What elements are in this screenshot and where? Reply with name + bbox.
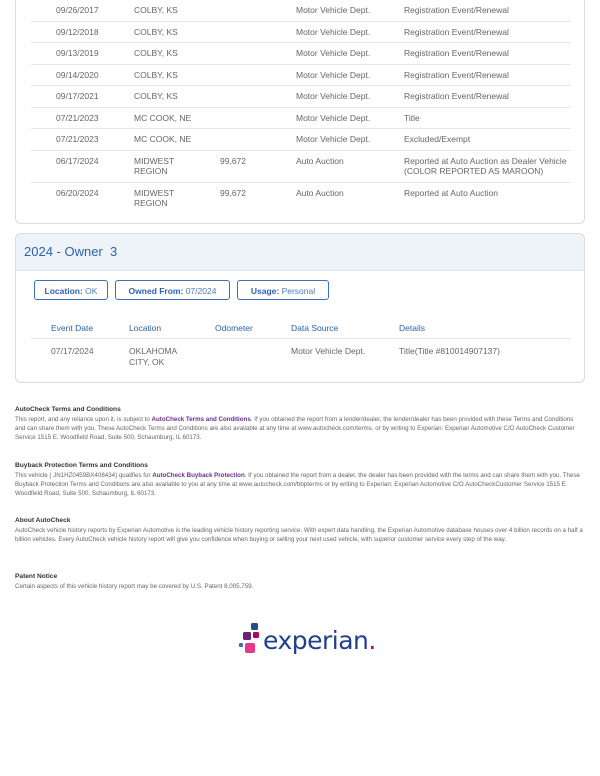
buyback-terms-text: This vehicle ( JN1HZ0459BX408434) qualifies for AutoCheck Buyback Protection. If you obtained the report from a dealer, the dealer has been provided with the terms and can share them with you. These Buyback Protection Terms and Conditions are also available to you at any time at www.autocheck.com/bbpterms or by writing to Experian: Experian Automotive C/O AutoCheckCustomer Service 1515 E. Woodfield Road, Suite 500, Schaumburg, IL 60173. [15,471,580,498]
col-odometer: Odometer [215,318,291,339]
experian-logo [237,620,377,660]
logo-dot [245,643,255,653]
buyback-terms-section [15,461,585,498]
buyback-terms-heading: Buyback Protection Terms and Conditions [15,462,148,469]
about-autocheck-heading: About AutoCheck [15,517,71,524]
owned-from-pill: Owned From: 07/2024 [115,280,230,300]
logo-dot [243,632,251,640]
table-row: 09/26/2017 COLBY, KS Motor Vehicle Dept. Registration Event/Renewal [31,0,571,21]
buyback-protection-link[interactable]: AutoCheck Buyback Protection [152,471,245,479]
patent-notice-heading: Patent Notice [15,573,58,580]
col-location: Location [129,318,215,339]
table-row: 09/13/2019 COLBY, KS Motor Vehicle Dept. Registration Event/Renewal [31,43,571,65]
owner-events-table [31,318,571,367]
col-event-date: Event Date [31,318,129,339]
col-data-source: Data Source [291,318,399,339]
table-row: 06/17/2024 MIDWEST REGION 99,672 Auto Auction Reported at Auto Auction as Dealer Vehicle (COLOR REPORTED AS MAROON) [31,150,571,182]
table-row: 09/12/2018 COLBY, KS Motor Vehicle Dept. Registration Event/Renewal [31,21,571,43]
owner-title: 2024 - Owner [24,244,103,259]
table-row: 07/21/2023 MC COOK, NE Motor Vehicle Dept. Title [31,107,571,129]
autocheck-terms-heading: AutoCheck Terms and Conditions [15,406,121,413]
table-row: 09/17/2021 COLBY, KS Motor Vehicle Dept. Registration Event/Renewal [31,86,571,108]
autocheck-terms-text: This report, and any reliance upon it, is subject to AutoCheck Terms and Conditions. If you obtained the report from a lender/dealer, the lender/dealer has been provided with these Terms and Conditions and can share them with you. These AutoCheck Terms and Conditions are also available at any time at www.autocheck.com/terms. or by writing to Experian: Experian Automotive C/O AutoCheck Customer Service 1515 E. Woodfield Road, Suite 500, Schaumburg, IL 60173. [15,415,575,442]
autocheck-terms-link[interactable]: AutoCheck Terms and Conditions [151,415,251,423]
owner-card [15,233,585,383]
patent-notice-text: Certain aspects of this vehicle history report may be covered by U.S. Patent 8,005,759. [15,582,254,590]
logo-dot [253,632,259,638]
location-pill: Location: OK [34,280,108,300]
table-row: 06/20/2024 MIDWEST REGION 99,672 Auto Auction Reported at Auto Auction [56,187,499,208]
owner-number: 3 [110,244,118,259]
table-row: 07/21/2023 MC COOK, NE Motor Vehicle Dept. Excluded/Exempt [31,129,571,151]
table-row: 09/14/2020 COLBY, KS Motor Vehicle Dept. Registration Event/Renewal [31,64,571,86]
autocheck-terms-section [15,405,585,442]
about-autocheck-section [15,516,585,544]
vehicle-history-card [15,0,585,224]
col-details: Details [399,318,571,339]
experian-wordmark: experian. [263,626,376,655]
usage-pill: Usage: Personal [237,280,329,300]
logo-dot [251,623,258,630]
history-table [31,0,571,214]
about-autocheck-text: AutoCheck vehicle history reports by Experian Automotive is the leading vehicle history reporting service. With expert data handling, the Experian Automotive database houses over 4 billion records on a half a billion vehicles. Every AutoCheck vehicle history report will give you confidence when buying or selling your next used vehicle, with superior customer service every step of the way. [15,526,583,543]
table-header-row [31,318,571,339]
patent-notice-section [15,572,585,591]
table-row: 07/17/2024 OKLAHOMA CITY, OK Motor Vehicle Dept. Title(Title #810014907137) [51,346,500,367]
logo-dot [239,643,243,647]
owner-header[interactable] [16,234,584,271]
